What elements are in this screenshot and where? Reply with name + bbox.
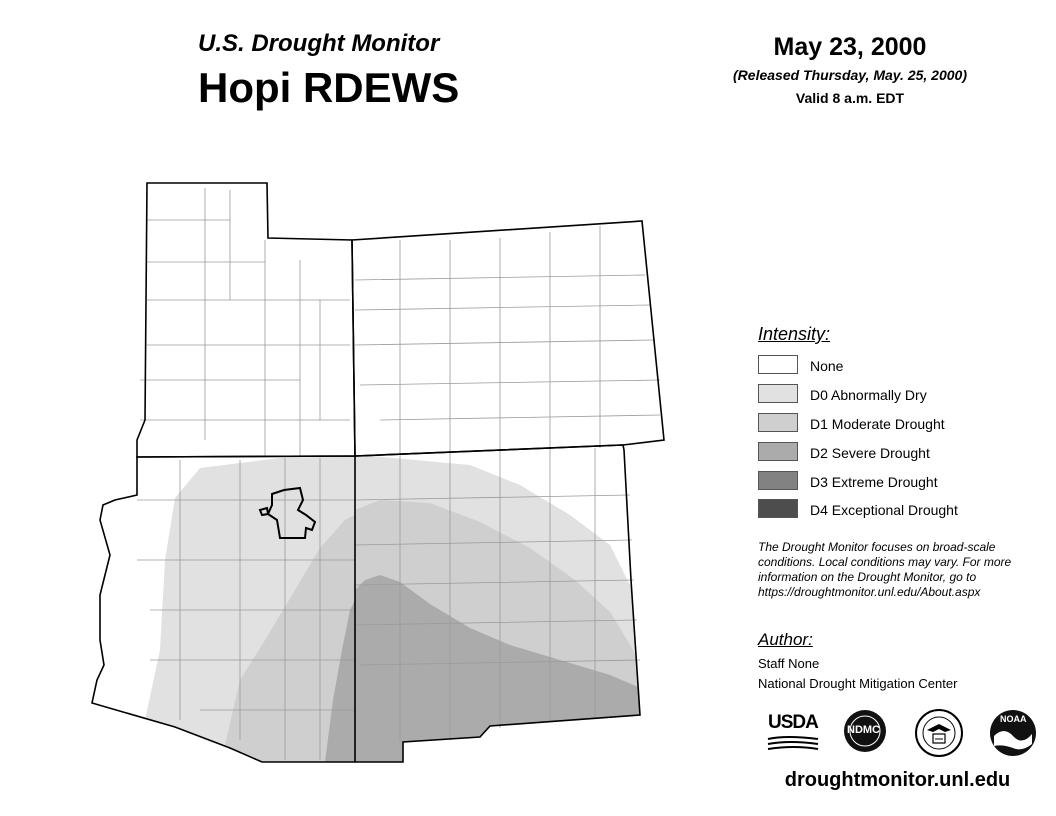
- ndmc-logo: [842, 708, 888, 754]
- newmexico-drought-layers: [350, 454, 645, 770]
- colorado-outline: [352, 221, 664, 456]
- legend-label: D3 Extreme Drought: [810, 474, 938, 490]
- legend-swatch: [758, 442, 798, 461]
- usda-logo: [766, 708, 820, 752]
- noaa-logo-text: NOAA: [1000, 714, 1027, 724]
- website-link[interactable]: droughtmonitor.unl.edu: [784, 769, 1011, 791]
- usda-logo-text: USDA: [768, 712, 818, 733]
- usda-waves-icon: [766, 735, 820, 751]
- ndmc-logo-text: NDMC: [847, 724, 880, 736]
- legend-label: None: [810, 358, 844, 374]
- legend-label: D4 Exceptional Drought: [810, 502, 958, 518]
- utah-outline: [137, 183, 355, 457]
- legend-swatch: [758, 413, 798, 432]
- map-title: Hopi RDEWS: [198, 64, 460, 111]
- legend-label: D1 Moderate Drought: [810, 416, 945, 432]
- noaa-logo: [988, 708, 1038, 758]
- release-date: (Released Thursday, May. 25, 2000): [733, 67, 967, 83]
- commerce-eagle-seal-icon: [913, 708, 965, 758]
- legend-label: D2 Severe Drought: [810, 445, 930, 461]
- valid-time: Valid 8 a.m. EDT: [795, 90, 905, 106]
- author-name: Staff None: [758, 656, 820, 671]
- map-title-subtitle: U.S. Drought Monitor: [198, 30, 440, 57]
- author-organization: National Drought Mitigation Center: [758, 676, 958, 691]
- author-heading: Author:: [758, 630, 813, 649]
- commerce-seal-logo: [913, 708, 965, 758]
- legend-label: D0 Abnormally Dry: [810, 387, 927, 403]
- legend-swatch: [758, 499, 798, 518]
- legend-swatch: [758, 384, 798, 403]
- map-date: May 23, 2000: [773, 33, 927, 61]
- legend-swatch: [758, 471, 798, 490]
- legend-title: Intensity:: [758, 324, 831, 344]
- legend-swatch: [758, 355, 798, 374]
- disclaimer-note: The Drought Monitor focuses on broad-scale conditions. Local conditions may vary. For more information on the Drought Monitor, go to https://droughtmonitor.unl.edu/About.aspx: [758, 540, 1012, 599]
